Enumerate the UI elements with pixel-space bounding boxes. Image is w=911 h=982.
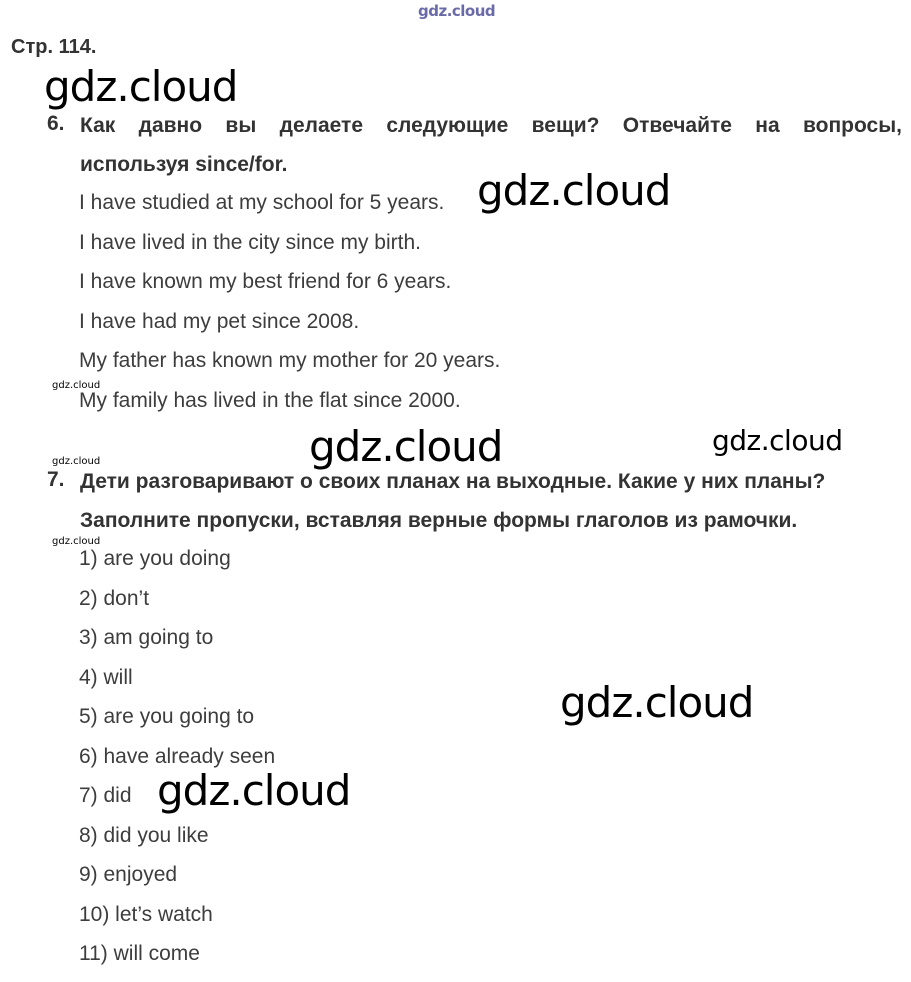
- task-7-answer: 6) have already seen: [79, 745, 276, 768]
- task-6-answer: I have known my best friend for 6 years.: [79, 270, 452, 293]
- watermark-small: gdz.cloud: [52, 456, 101, 467]
- watermark: gdz.cloud: [712, 424, 843, 457]
- task-7-title-line-1: Дети разговаривают о своих планах на выходные. Какие у них планы?: [80, 470, 826, 493]
- task-7-answer: 8) did you like: [79, 824, 209, 847]
- watermark: gdz.cloud: [44, 62, 238, 111]
- task-6-answer: I have had my pet since 2008.: [79, 310, 360, 333]
- task-7-answer: 5) are you going to: [79, 705, 255, 728]
- watermark-top: gdz.cloud: [418, 2, 496, 20]
- task-7-answer: 7) did: [79, 784, 132, 807]
- task-6-answer: I have studied at my school for 5 years.: [79, 191, 445, 214]
- task-7-answer: 3) am going to: [79, 626, 214, 649]
- task-6-answer: My family has lived in the flat since 2000.: [79, 389, 461, 412]
- watermark: gdz.cloud: [560, 678, 754, 727]
- task-7-answer: 9) enjoyed: [79, 863, 178, 886]
- task-7-answer: 10) let’s watch: [79, 903, 213, 926]
- task-7-answer: 1) are you doing: [79, 547, 231, 570]
- task-7-title-line-2: Заполните пропуски, вставляя верные формы глаголов из рамочки.: [80, 509, 798, 532]
- watermark: gdz.cloud: [157, 766, 351, 815]
- task-7-title: [80, 462, 902, 540]
- watermark-small: gdz.cloud: [52, 380, 101, 391]
- task-6-answer: My father has known my mother for 20 years.: [79, 349, 501, 372]
- task-6-title: [80, 106, 902, 184]
- task-6-title-line-1: Как давно вы делаете следующие вещи? Отвечайте на вопросы,: [80, 114, 902, 137]
- watermark: gdz.cloud: [309, 422, 503, 471]
- task-6-number: 6.: [47, 112, 65, 135]
- task-7-answer: 4) will: [79, 666, 133, 689]
- task-6-title-line-2: используя since/for.: [80, 153, 288, 176]
- page-number: Стр. 114.: [11, 36, 97, 58]
- task-7-answer: 11) will come: [79, 942, 200, 965]
- task-6-answer: I have lived in the city since my birth.: [79, 231, 421, 254]
- watermark: gdz.cloud: [477, 166, 671, 215]
- task-7-answer: 2) don’t: [79, 587, 150, 610]
- task-7-number: 7.: [47, 468, 65, 491]
- watermark-small: gdz.cloud: [52, 536, 101, 547]
